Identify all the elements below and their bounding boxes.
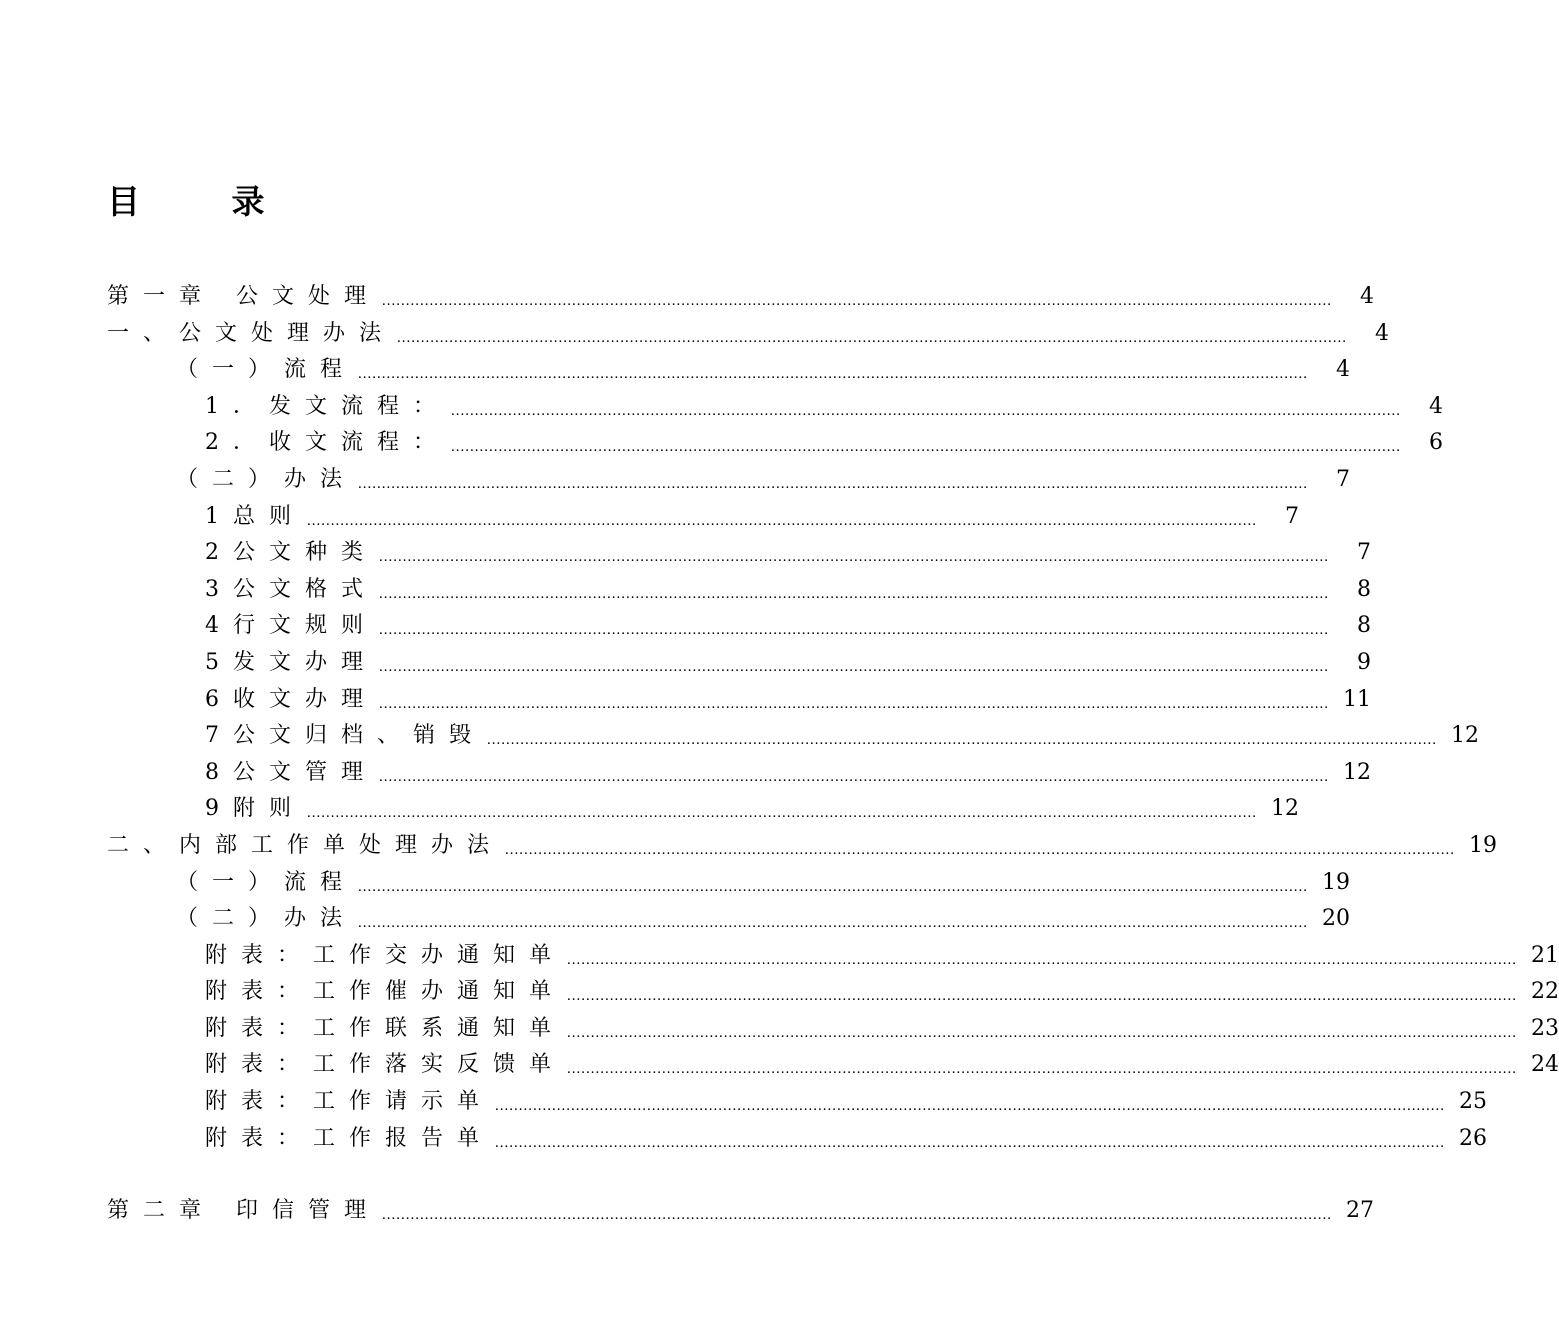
toc-entry[interactable] bbox=[107, 1121, 1488, 1158]
toc-leader-dots: ........................................................................................................................................................................................................ bbox=[379, 622, 1329, 639]
toc-leader-dots: ........................................................................................................................................................................................................ bbox=[379, 768, 1329, 785]
toc-leader-dots: ........................................................................................................................................................................................................ bbox=[382, 1207, 1332, 1224]
toc-entry[interactable] bbox=[107, 572, 1371, 609]
toc-entry-label: 二、内部工作单处理办法 bbox=[107, 832, 504, 858]
toc-entry-page-number: 19 bbox=[1469, 832, 1498, 858]
toc-entry[interactable] bbox=[107, 1047, 1559, 1084]
toc-entry-page-number: 4 bbox=[1336, 357, 1351, 383]
toc-entry-label: 附表：工作请示单 bbox=[205, 1089, 494, 1115]
toc-entry-label: 1．发文流程： bbox=[205, 393, 449, 419]
toc-entry[interactable] bbox=[107, 279, 1374, 316]
toc-entry-label: 附表：工作落实反馈单 bbox=[205, 1052, 566, 1078]
toc-entry-page-number: 7 bbox=[1285, 503, 1299, 529]
toc-entry-page-number: 7 bbox=[1336, 466, 1351, 492]
toc-entry-page-number: 8 bbox=[1357, 576, 1371, 602]
toc-leader-dots: ........................................................................................................................................................................................................ bbox=[382, 293, 1332, 309]
toc-entry-label: 2．收文流程： bbox=[205, 430, 449, 456]
toc-entry-label: 4行文规则 bbox=[205, 613, 377, 639]
toc-leader-dots: ........................................................................................................................................................................................................ bbox=[495, 1134, 1446, 1151]
toc-entry-label: （一）流程 bbox=[176, 869, 357, 895]
toc-entry[interactable] bbox=[107, 682, 1371, 719]
toc-leader-dots: ........................................................................................................................................................................................................ bbox=[379, 549, 1329, 566]
toc-leader-dots: ........................................................................................................................................................................................................ bbox=[379, 658, 1329, 675]
toc-entry-page-number: 23 bbox=[1531, 1015, 1559, 1041]
toc-leader-dots: ........................................................................................................................................................................................................ bbox=[567, 988, 1518, 1005]
toc-entry[interactable] bbox=[107, 974, 1559, 1011]
toc-entry-page-number: 21 bbox=[1531, 942, 1559, 968]
toc-entry-label: 6收文办理 bbox=[205, 686, 377, 712]
toc-title: 目 录 bbox=[107, 182, 305, 221]
toc-leader-dots: ........................................................................................................................................................................................................ bbox=[567, 1061, 1518, 1078]
toc-entry[interactable] bbox=[107, 901, 1351, 938]
toc-leader-dots: ........................................................................................................................................................................................................ bbox=[379, 695, 1329, 712]
toc-entry-page-number: 9 bbox=[1357, 649, 1371, 675]
toc-leader-dots: ........................................................................................................................................................................................................ bbox=[567, 1024, 1518, 1041]
toc-leader-dots: ........................................................................................................................................................................................................ bbox=[358, 366, 1309, 383]
toc-entry-page-number: 22 bbox=[1531, 979, 1559, 1005]
toc-entry[interactable] bbox=[107, 425, 1443, 462]
toc-entry-label: 附表：工作交办通知单 bbox=[205, 942, 566, 968]
toc-entry-label: 附表：工作联系通知单 bbox=[205, 1015, 566, 1041]
toc-leader-dots: ........................................................................................................................................................................................................ bbox=[487, 732, 1437, 749]
toc-entry-page-number: 26 bbox=[1459, 1125, 1488, 1151]
toc-entry-label: 3公文格式 bbox=[205, 576, 377, 602]
toc-leader-dots: ........................................................................................................................................................................................................ bbox=[451, 439, 1401, 456]
toc-entry-label: 附表：工作报告单 bbox=[205, 1125, 494, 1151]
toc-entry[interactable] bbox=[107, 535, 1371, 572]
toc-entry-page-number: 8 bbox=[1357, 613, 1371, 639]
toc-entry[interactable] bbox=[107, 1193, 1374, 1230]
toc-entry[interactable] bbox=[107, 608, 1371, 645]
toc-entry-label: 2公文种类 bbox=[205, 540, 377, 566]
toc-leader-dots: ........................................................................................................................................................................................................ bbox=[567, 951, 1518, 968]
toc-entry-page-number: 4 bbox=[1375, 320, 1390, 346]
toc-entry-label: 9附则 bbox=[205, 796, 305, 822]
toc-entry-page-number: 4 bbox=[1429, 393, 1443, 419]
toc-leader-dots: ........................................................................................................................................................................................................ bbox=[307, 805, 1257, 822]
toc-entry-label: 5发文办理 bbox=[205, 649, 377, 675]
toc-entry-page-number: 4 bbox=[1360, 284, 1374, 309]
toc-entry-page-number: 12 bbox=[1343, 759, 1371, 785]
toc-leader-dots: ........................................................................................................................................................................................................ bbox=[451, 402, 1401, 419]
toc-entry[interactable] bbox=[107, 865, 1351, 902]
toc-entry-page-number: 12 bbox=[1451, 723, 1479, 749]
toc-entry[interactable] bbox=[107, 1011, 1559, 1048]
toc-entry-page-number: 25 bbox=[1459, 1089, 1488, 1115]
toc-leader-dots: ........................................................................................................................................................................................................ bbox=[379, 585, 1329, 602]
toc-entry-label: 7公文归档、销毁 bbox=[205, 723, 485, 749]
toc-entry[interactable] bbox=[107, 828, 1498, 865]
toc-entry[interactable] bbox=[107, 718, 1479, 755]
toc-entry[interactable] bbox=[107, 352, 1351, 389]
toc-entry-page-number: 24 bbox=[1531, 1052, 1559, 1078]
toc-entry-page-number: 12 bbox=[1271, 796, 1299, 822]
toc-entry[interactable] bbox=[107, 645, 1371, 682]
toc-entry-label: （二）办法 bbox=[176, 466, 357, 492]
toc-entry-page-number: 27 bbox=[1346, 1198, 1374, 1224]
toc-entry[interactable] bbox=[107, 755, 1371, 792]
toc-entry-page-number: 6 bbox=[1429, 430, 1443, 456]
toc-entry-page-number: 19 bbox=[1322, 869, 1351, 895]
toc-entry-label: 1总则 bbox=[205, 503, 305, 529]
toc-entry-label: 第二章 印信管理 bbox=[107, 1198, 380, 1224]
toc-entry-label: 一、公文处理办法 bbox=[107, 320, 396, 346]
toc-leader-dots: ........................................................................................................................................................................................................ bbox=[505, 841, 1456, 858]
toc-entry-label: （二）办法 bbox=[176, 906, 357, 932]
toc-entry-label: （一）流程 bbox=[176, 357, 357, 383]
toc-leader-dots: ........................................................................................................................................................................................................ bbox=[358, 915, 1309, 932]
toc-leader-dots: ........................................................................................................................................................................................................ bbox=[397, 329, 1348, 346]
toc-leader-dots: ........................................................................................................................................................................................................ bbox=[307, 512, 1257, 529]
toc-entry-page-number: 11 bbox=[1343, 686, 1371, 712]
toc-entry[interactable] bbox=[107, 499, 1299, 536]
toc-entry[interactable] bbox=[107, 389, 1443, 426]
toc-entry-label: 8公文管理 bbox=[205, 759, 377, 785]
toc-leader-dots: ........................................................................................................................................................................................................ bbox=[358, 475, 1309, 492]
toc-entry[interactable] bbox=[107, 1084, 1488, 1121]
toc-leader-dots: ........................................................................................................................................................................................................ bbox=[495, 1098, 1446, 1115]
table-of-contents bbox=[107, 279, 1559, 1230]
toc-leader-dots: ........................................................................................................................................................................................................ bbox=[358, 878, 1309, 895]
toc-entry-label: 附表：工作催办通知单 bbox=[205, 979, 566, 1005]
toc-entry[interactable] bbox=[107, 316, 1390, 353]
toc-entry-page-number: 7 bbox=[1357, 540, 1371, 566]
toc-entry[interactable] bbox=[107, 791, 1299, 828]
toc-entry[interactable] bbox=[107, 938, 1559, 975]
toc-entry-page-number: 20 bbox=[1322, 906, 1351, 932]
toc-entry-label: 第一章 公文处理 bbox=[107, 284, 380, 309]
toc-entry[interactable] bbox=[107, 462, 1351, 499]
